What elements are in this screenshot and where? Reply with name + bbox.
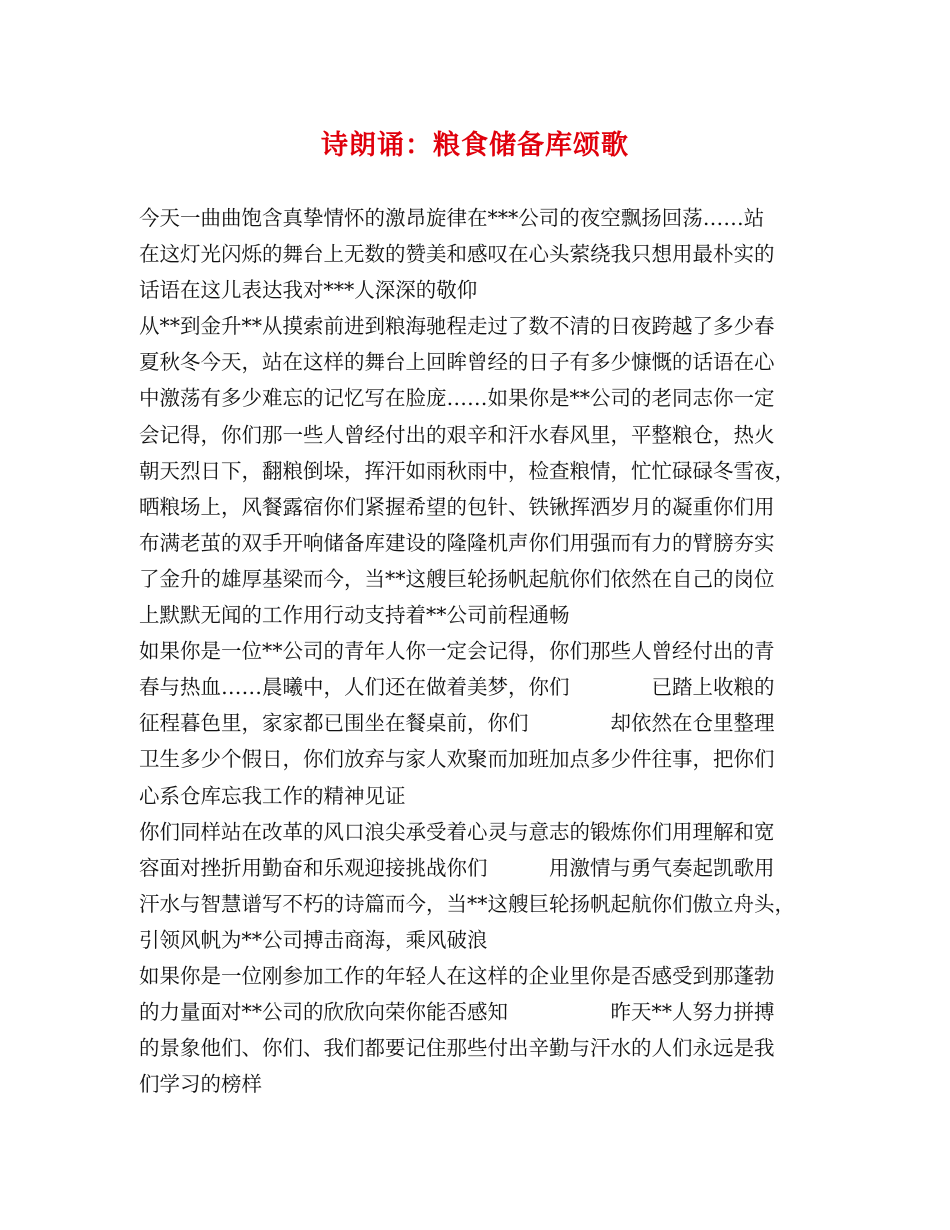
text-line: 汗水与智慧谱写不朽的诗篇而今，当**这艘巨轮扬帆起航你们傲立舟头， xyxy=(139,891,795,916)
text-line: 的景象他们、你们、我们都要记住那些付出辛勤与汗水的人们永远是我 xyxy=(139,1036,775,1061)
text-line: 上默默无闻的工作用行动支持着**公司前程通畅 xyxy=(139,603,570,628)
text-line: 布满老茧的双手开响储备库建设的隆隆机声你们用强而有力的臂膀夯实 xyxy=(139,530,775,555)
text-line: 如果你是一位**公司的青年人你一定会记得，你们那些人曾经付出的青 xyxy=(139,639,775,664)
text-line: 如果你是一位刚参加工作的年轻人在这样的企业里你是否感受到那蓬勃 xyxy=(139,963,775,988)
text-line: 们学习的榜样 xyxy=(139,1072,262,1097)
text-line: 会记得，你们那一些人曾经付出的艰辛和汗水春风里，平整粮仓，热火 xyxy=(139,422,775,447)
text-line: 你们同样站在改革的风口浪尖承受着心灵与意志的锻炼你们用理解和宽 xyxy=(139,819,775,844)
text-line: 朝天烈日下，翻粮倒垛，挥汗如雨秋雨中，检查粮情，忙忙碌碌冬雪夜， xyxy=(139,458,795,483)
text-line: 了金升的雄厚基梁而今，当**这艘巨轮扬帆起航你们依然在自己的岗位 xyxy=(139,566,775,591)
text-line: 春与热血……晨曦中，人们还在做着美梦，你们 已踏上收粮的 xyxy=(139,675,775,700)
text-line: 卫生多少个假日，你们放弃与家人欢聚而加班加点多少件往事，把你们 xyxy=(139,747,775,772)
text-line: 在这灯光闪烁的舞台上无数的赞美和感叹在心头萦绕我只想用最朴实的 xyxy=(139,242,775,267)
text-line: 话语在这儿表达我对***人深深的敬仰 xyxy=(139,278,478,303)
text-line: 晒粮场上，风餐露宿你们紧握希望的包针、铁锹挥洒岁月的凝重你们用 xyxy=(139,494,775,519)
text-line: 的力量面对**公司的欣欣向荣你能否感知 昨天**人努力拼搏 xyxy=(139,1000,775,1025)
document-body xyxy=(139,200,819,1102)
text-line: 容面对挫折用勤奋和乐观迎接挑战你们 用激情与勇气奏起凯歌用 xyxy=(139,855,775,880)
text-line: 征程暮色里，家家都已围坐在餐桌前，你们 却依然在仓里整理 xyxy=(139,711,775,736)
text-line: 今天一曲曲饱含真挚情怀的激昂旋律在***公司的夜空飘扬回荡……站 xyxy=(139,206,765,230)
text-line: 中激荡有多少难忘的记忆写在脸庞……如果你是**公司的老同志你一定 xyxy=(139,386,775,411)
text-line: 从**到金升**从摸索前进到粮海驰程走过了数不清的日夜跨越了多少春 xyxy=(139,314,775,339)
text-line: 夏秋冬今天，站在这样的舞台上回眸曾经的日子有多少慷慨的话语在心 xyxy=(139,350,775,375)
text-line: 引领风帆为**公司搏击商海，乘风破浪 xyxy=(139,927,488,952)
text-line: 心系仓库忘我工作的精神见证 xyxy=(139,783,406,808)
document-title: 诗朗诵：粮食储备库颂歌 xyxy=(321,130,629,161)
